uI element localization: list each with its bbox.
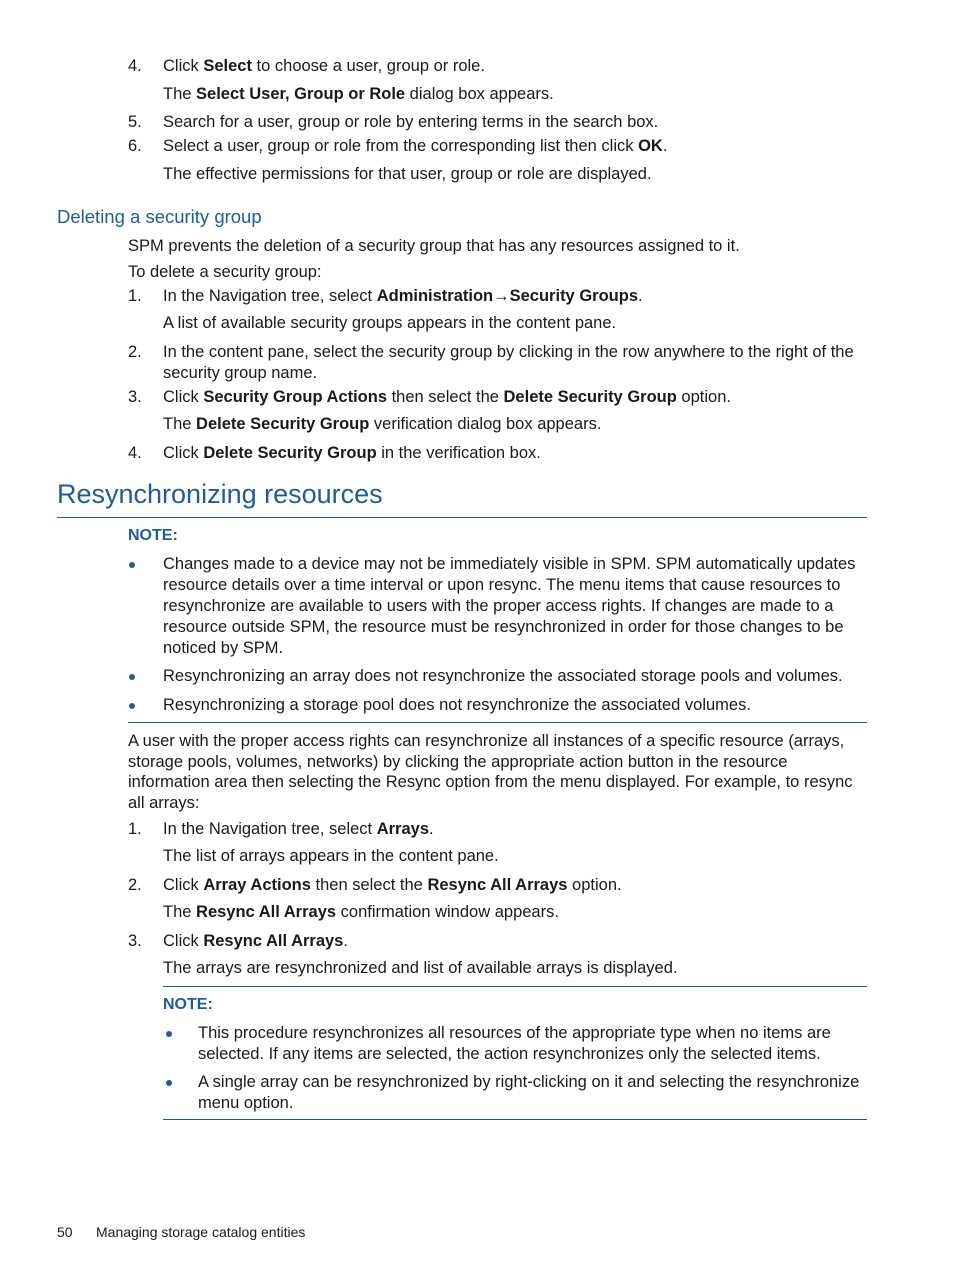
footer-title: Managing storage catalog entities: [96, 1224, 306, 1240]
step-text: In the content pane, select the security group by clicking in the row anywhere to the right of the security group name.: [163, 343, 854, 382]
bullet-icon: [166, 1080, 172, 1086]
step-result: The Delete Security Group verification dialog box appears.: [163, 415, 602, 433]
section-intro: SPM prevents the deletion of a security group that has any resources assigned to it.: [128, 237, 740, 255]
note-label: NOTE:: [128, 527, 178, 544]
section-heading-delete-security-group: Deleting a security group: [57, 206, 262, 227]
step-number: 3.: [128, 932, 142, 950]
step-number: 1.: [128, 287, 142, 305]
section-heading-resynchronizing-resources: Resynchronizing resources: [57, 479, 383, 509]
note-bullet-text: A single array can be resynchronized by right-clicking on it and selecting the resynchronize menu option.: [198, 1073, 860, 1112]
note-bullet-text: Resynchronizing an array does not resynchronize the associated storage pools and volumes.: [163, 667, 843, 685]
page-number: 50: [57, 1224, 73, 1240]
note-rule: [163, 986, 867, 987]
step-text: Click Resync All Arrays.: [163, 932, 348, 950]
bullet-icon: [129, 703, 135, 709]
step-result: The Select User, Group or Role dialog box appears.: [163, 85, 554, 103]
note-bullet-text: This procedure resynchronizes all resources of the appropriate type when no items are selected. If any items are selected, the action resynchronizes only the selected items.: [198, 1024, 831, 1063]
step-result: A list of available security groups appears in the content pane.: [163, 314, 617, 332]
step-result: The list of arrays appears in the content pane.: [163, 847, 499, 865]
step-text: In the Navigation tree, select Administration→Security Groups.: [163, 287, 643, 305]
step-number: 5.: [128, 113, 142, 131]
step-number: 2.: [128, 876, 142, 894]
step-text: Click Array Actions then select the Resync All Arrays option.: [163, 876, 622, 894]
bullet-icon: [129, 674, 135, 680]
step-number: 6.: [128, 137, 142, 155]
heading-rule: [57, 517, 867, 518]
step-result: The arrays are resynchronized and list of available arrays is displayed.: [163, 959, 678, 977]
note-rule: [128, 722, 867, 723]
step-number: 4.: [128, 57, 142, 75]
step-result: The effective permissions for that user, group or role are displayed.: [163, 165, 652, 183]
step-text: Search for a user, group or role by entering terms in the search box.: [163, 113, 659, 131]
step-text: Click Delete Security Group in the verification box.: [163, 444, 541, 462]
bullet-icon: [166, 1031, 172, 1037]
step-number: 4.: [128, 444, 142, 462]
step-text: Select a user, group or role from the corresponding list then click OK.: [163, 137, 668, 155]
section-lead: To delete a security group:: [128, 263, 322, 281]
step-result: The Resync All Arrays confirmation window appears.: [163, 903, 559, 921]
step-text: Click Select to choose a user, group or role.: [163, 57, 485, 75]
step-number: 2.: [128, 343, 142, 361]
step-number: 3.: [128, 388, 142, 406]
bullet-icon: [129, 562, 135, 568]
step-text: Click Security Group Actions then select the Delete Security Group option.: [163, 388, 731, 406]
note-rule: [163, 1119, 867, 1120]
note-bullet-text: Changes made to a device may not be immediately visible in SPM. SPM automatically updates resource details over a time interval or upon resync. The menu items that cause resources to resynchronize are available to users with the proper access rights. If changes are made to a resource outside SPM, the resource must be resynchronized in order for those changes to be noticed by SPM.: [163, 555, 856, 657]
step-number: 1.: [128, 820, 142, 838]
resync-body-paragraph: A user with the proper access rights can resynchronize all instances of a specific resource (arrays, storage pools, volumes, networks) by clicking the appropriate action button in the resource information area then selecting the Resync option from the menu displayed. For example, to resync all arrays:: [128, 732, 853, 812]
note-label: NOTE:: [163, 996, 213, 1013]
note-bullet-text: Resynchronizing a storage pool does not resynchronize the associated volumes.: [163, 696, 751, 714]
step-text: In the Navigation tree, select Arrays.: [163, 820, 434, 838]
